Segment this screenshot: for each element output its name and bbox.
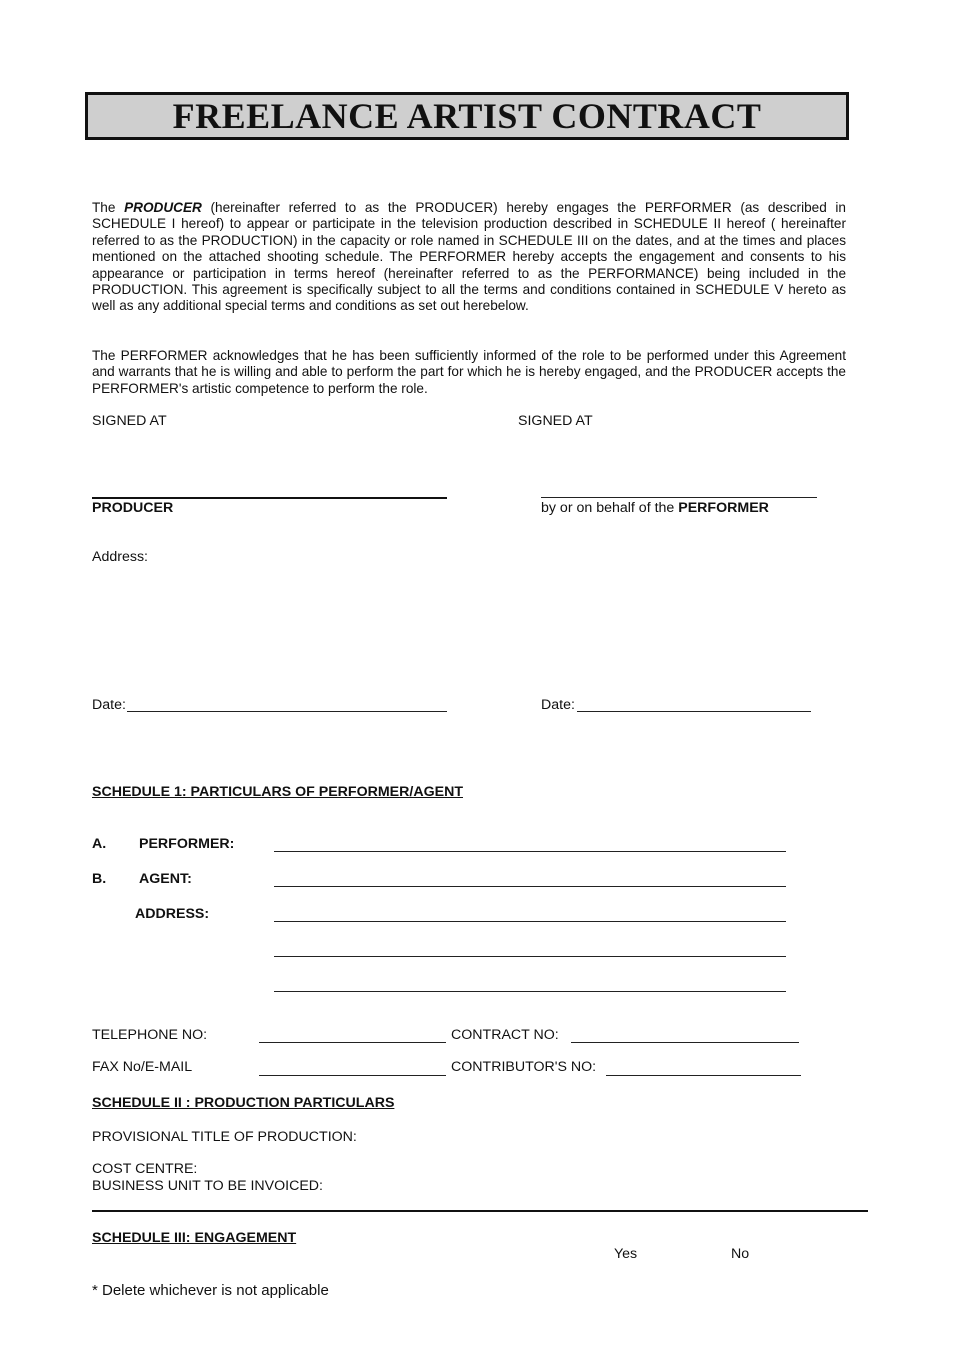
business-unit-label: BUSINESS UNIT TO BE INVOICED: [92,1178,323,1194]
performer-name-field[interactable] [274,851,786,852]
telephone-label: TELEPHONE NO: [92,1027,208,1043]
contributor-no-label: CONTRIBUTOR'S NO: [451,1059,597,1075]
date-left-label: Date: [92,697,126,713]
agent-field-label: AGENT: [139,871,192,887]
telephone-field[interactable] [259,1042,446,1043]
fax-email-field[interactable] [259,1075,446,1076]
performer-prefix: by or on behalf of the [541,500,679,516]
contributor-no-field[interactable] [606,1075,801,1076]
intro-paragraph [92,200,846,315]
contract-no-label: CONTRACT NO: [451,1027,559,1043]
date-right-field[interactable] [577,711,811,712]
agent-name-field[interactable] [274,886,786,887]
intro-text: (hereinafter referred to as the PRODUCER) hereby engages the PERFORMER (as described in SCHEDULE I hereof) to appear or participate in the television production described in SCHEDULE II hereof ( hereinafter referred to as the PRODUCTION) in the capacity or role named in SCHEDULE III on the dates, and at the times and places mentioned on the attached shooting schedule. The PERFORMER hereby accepts the engagement and consents to his appearance or participation in terms hereof (hereinafter referred to as the PERFORMANCE) being included in the PRODUCTION. This agreement is specifically subject to all the terms and conditions contained in SCHEDULE V hereto as well as any additional special terms and conditions as set out herebelow. [92,200,846,314]
section-divider [92,1210,868,1212]
intro-lead: The [92,200,116,215]
document-title: FREELANCE ARTIST CONTRACT [172,96,762,136]
item-a-letter: A. [92,836,107,852]
date-right-label: Date: [541,697,575,713]
footnote: * Delete whichever is not applicable [92,1282,329,1299]
signed-at-right: SIGNED AT [518,413,593,429]
fax-email-label: FAX No/E-MAIL [92,1059,193,1075]
title-box [85,92,849,140]
cost-centre-label: COST CENTRE: [92,1161,198,1177]
agent-address-field-2[interactable] [274,956,786,957]
producer-signature-line[interactable] [92,497,447,499]
date-left-field[interactable] [127,711,447,712]
no-option[interactable]: No [731,1246,750,1262]
intro-producer-word: PRODUCER [124,200,202,215]
agent-address-field-3[interactable] [274,991,786,992]
schedule1-heading: SCHEDULE 1: PARTICULARS OF PERFORMER/AGENT [92,784,463,800]
acknowledgement-paragraph: The PERFORMER acknowledges that he has been sufficiently informed of the role to be performed under this Agreement and warrants that he is willing and able to perform the part for which he is hereby engaged, and the PRODUCER accepts the PERFORMER's artistic competence to perform the role. [92,348,846,396]
provisional-title-label: PROVISIONAL TITLE OF PRODUCTION: [92,1129,357,1145]
agent-address-label: ADDRESS: [135,906,210,922]
contract-no-field[interactable] [571,1042,799,1043]
producer-label: PRODUCER [92,500,174,516]
item-b-letter: B. [92,871,107,887]
address-label: Address: [92,549,148,565]
performer-label: PERFORMER [678,500,769,516]
schedule2-heading: SCHEDULE II : PRODUCTION PARTICULARS [92,1095,395,1111]
schedule3-heading: SCHEDULE III: ENGAGEMENT [92,1230,297,1246]
agent-address-field-1[interactable] [274,921,786,922]
signed-at-left: SIGNED AT [92,413,167,429]
performer-sign-label [541,500,769,516]
yes-option[interactable]: Yes [614,1246,638,1262]
performer-field-label: PERFORMER: [139,836,235,852]
performer-signature-line[interactable] [541,497,817,498]
